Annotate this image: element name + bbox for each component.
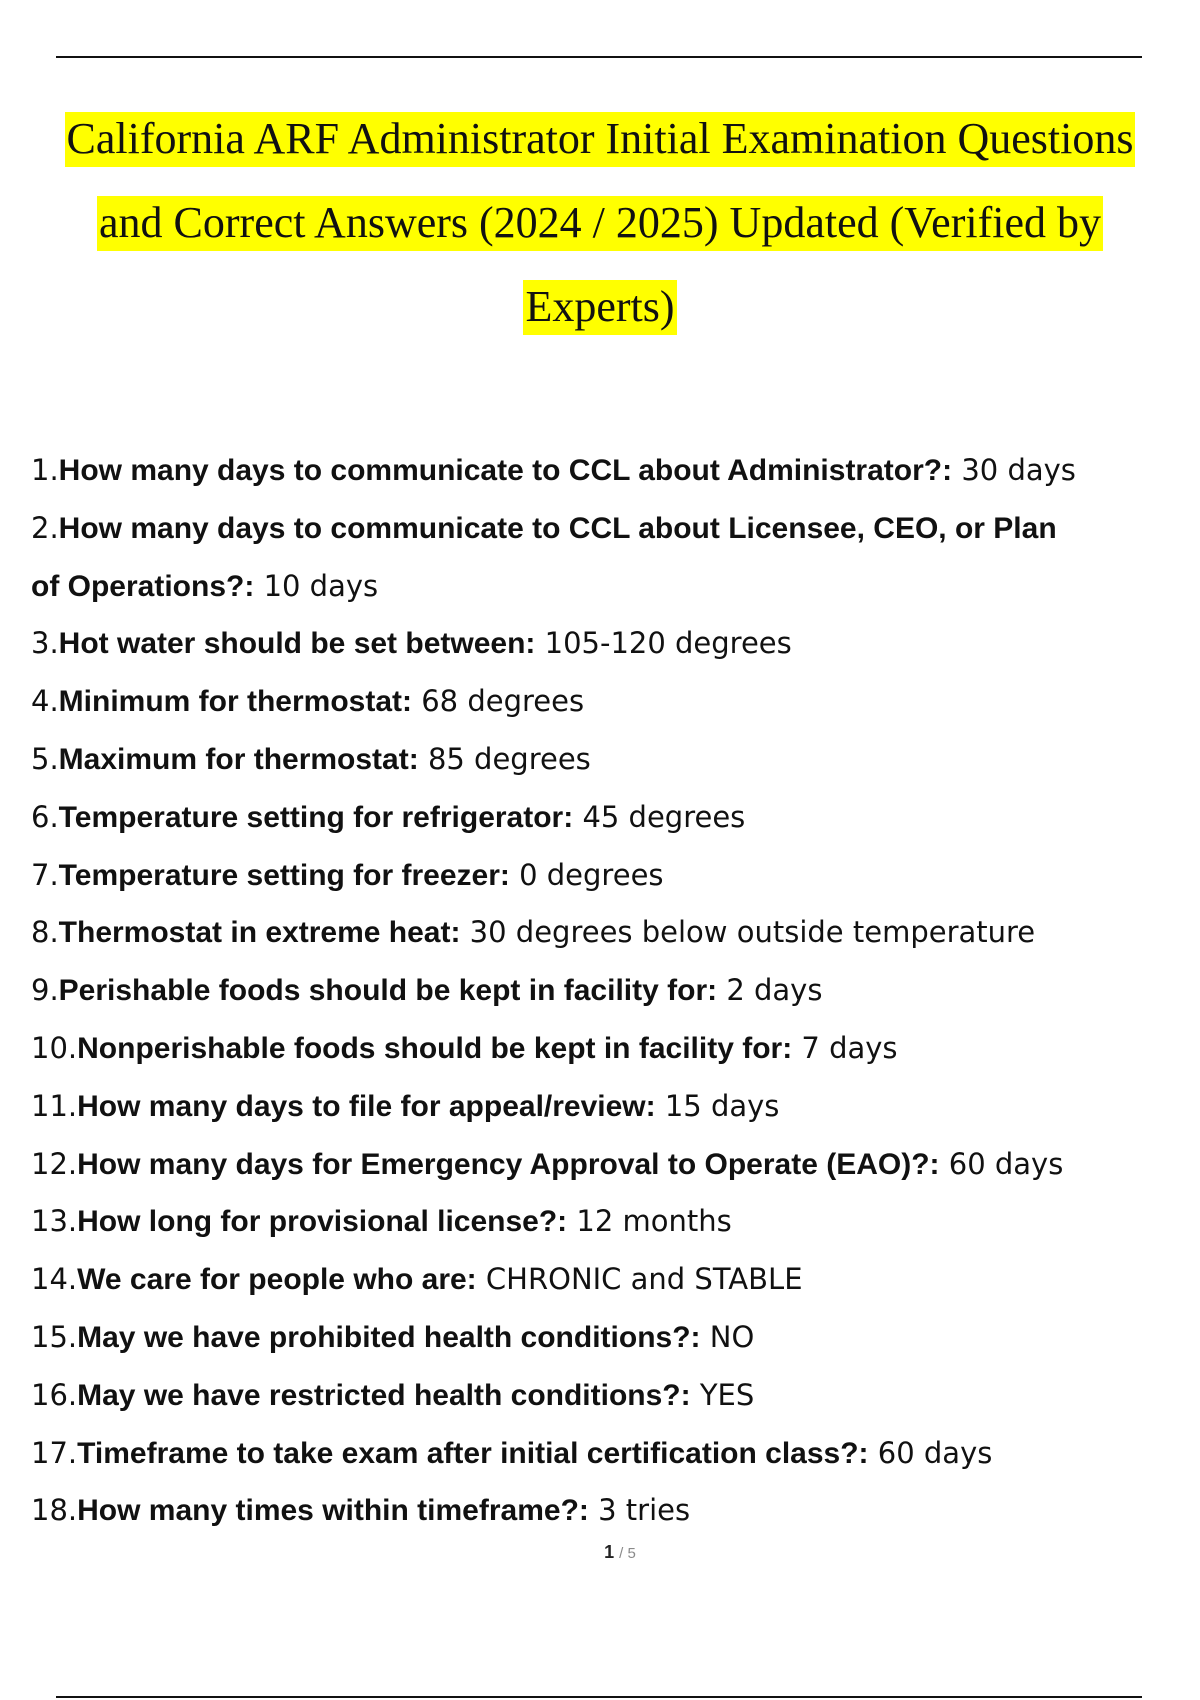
list-item xyxy=(31,673,1171,731)
item-number: 18. xyxy=(31,1493,78,1528)
item-answer: 0 degrees xyxy=(519,857,664,892)
list-item xyxy=(31,500,1171,558)
item-number: 14. xyxy=(31,1262,78,1297)
list-item xyxy=(31,789,1171,847)
title-line-1: California ARF Administrator Initial Examination Questions xyxy=(65,112,1136,167)
item-answer: 45 degrees xyxy=(582,799,746,834)
item-question: How many days to file for appeal/review: xyxy=(77,1089,656,1123)
item-question: May we have prohibited health conditions?: xyxy=(77,1320,701,1354)
item-question: Timeframe to take exam after initial certification class?: xyxy=(77,1436,869,1470)
item-question: Thermostat in extreme heat: xyxy=(58,916,461,950)
list-item xyxy=(31,1309,1171,1367)
list-item xyxy=(31,442,1171,500)
item-answer: CHRONIC and STABLE xyxy=(485,1262,803,1297)
item-number: 17. xyxy=(31,1435,78,1470)
item-answer: 68 degrees xyxy=(421,684,585,719)
list-item xyxy=(31,615,1171,673)
item-question: How many days for Emergency Approval to Operate (EAO)?: xyxy=(77,1147,940,1181)
title-line-2: and Correct Answers (2024 / 2025) Updated (Verified by xyxy=(97,196,1103,251)
item-answer: 30 degrees below outside temperature xyxy=(469,915,1036,950)
item-answer: 7 days xyxy=(801,1030,898,1065)
item-answer: 15 days xyxy=(664,1088,780,1123)
item-question: Temperature setting for freezer: xyxy=(58,858,510,892)
item-answer: 2 days xyxy=(726,973,823,1008)
list-item xyxy=(31,1251,1171,1309)
item-number: 6. xyxy=(31,799,59,834)
item-number: 15. xyxy=(31,1319,78,1354)
list-item xyxy=(31,1193,1171,1251)
page-indicator xyxy=(0,1542,1200,1563)
item-question: Hot water should be set between: xyxy=(58,627,536,661)
item-question: Minimum for thermostat: xyxy=(58,685,413,719)
item-number: 2. xyxy=(31,510,59,545)
item-question: Temperature setting for refrigerator: xyxy=(58,800,574,834)
page-total: / 5 xyxy=(619,1545,636,1562)
item-question-cont: of Operations?: xyxy=(31,569,255,603)
item-answer: 60 days xyxy=(877,1435,993,1470)
item-number: 8. xyxy=(31,915,59,950)
item-answer: 10 days xyxy=(263,568,379,603)
item-number: 1. xyxy=(31,453,59,487)
item-answer: 60 days xyxy=(948,1146,1064,1181)
bottom-divider xyxy=(56,1696,1142,1698)
item-question: We care for people who are: xyxy=(77,1263,477,1297)
item-number: 4. xyxy=(31,684,59,719)
list-item xyxy=(31,1425,1171,1483)
list-item xyxy=(31,847,1171,905)
item-number: 16. xyxy=(31,1377,78,1412)
item-answer: 85 degrees xyxy=(427,741,591,776)
item-question: Maximum for thermostat: xyxy=(58,742,419,776)
item-question: How many days to communicate to CCL about Administrator?: xyxy=(58,454,953,487)
item-number: 11. xyxy=(31,1088,78,1123)
item-answer: 3 tries xyxy=(598,1493,691,1528)
list-item xyxy=(31,962,1171,1020)
top-divider xyxy=(56,56,1142,58)
list-item xyxy=(31,731,1171,789)
item-number: 3. xyxy=(31,626,59,661)
item-number: 7. xyxy=(31,857,59,892)
qa-list xyxy=(31,442,1171,1540)
item-answer: YES xyxy=(699,1377,755,1412)
item-answer: 12 months xyxy=(576,1204,732,1239)
item-number: 5. xyxy=(31,741,59,776)
title-line-3: Experts) xyxy=(523,280,676,335)
list-item xyxy=(31,1020,1171,1078)
list-item xyxy=(31,1078,1171,1136)
item-answer: 105-120 degrees xyxy=(544,626,792,661)
list-item xyxy=(31,1367,1171,1425)
item-answer: NO xyxy=(709,1319,755,1354)
item-question: How long for provisional license?: xyxy=(77,1205,568,1239)
item-question: How many times within timeframe?: xyxy=(77,1494,589,1528)
item-number: 9. xyxy=(31,973,59,1008)
item-question: How many days to communicate to CCL about Licensee, CEO, or Plan xyxy=(58,511,1057,545)
item-number: 12. xyxy=(31,1146,78,1181)
item-number: 13. xyxy=(31,1204,78,1239)
document-title xyxy=(0,97,1200,349)
list-item xyxy=(31,1482,1171,1540)
item-question: May we have restricted health conditions?: xyxy=(77,1378,691,1412)
list-item xyxy=(31,1136,1171,1194)
list-item-continuation xyxy=(31,558,1171,616)
page-current: 1 xyxy=(604,1542,615,1562)
item-number: 10. xyxy=(31,1030,78,1065)
item-answer: 30 days xyxy=(961,453,1076,487)
item-question: Nonperishable foods should be kept in facility for: xyxy=(77,1031,793,1065)
item-question: Perishable foods should be kept in facility for: xyxy=(58,974,718,1008)
list-item xyxy=(31,904,1171,962)
